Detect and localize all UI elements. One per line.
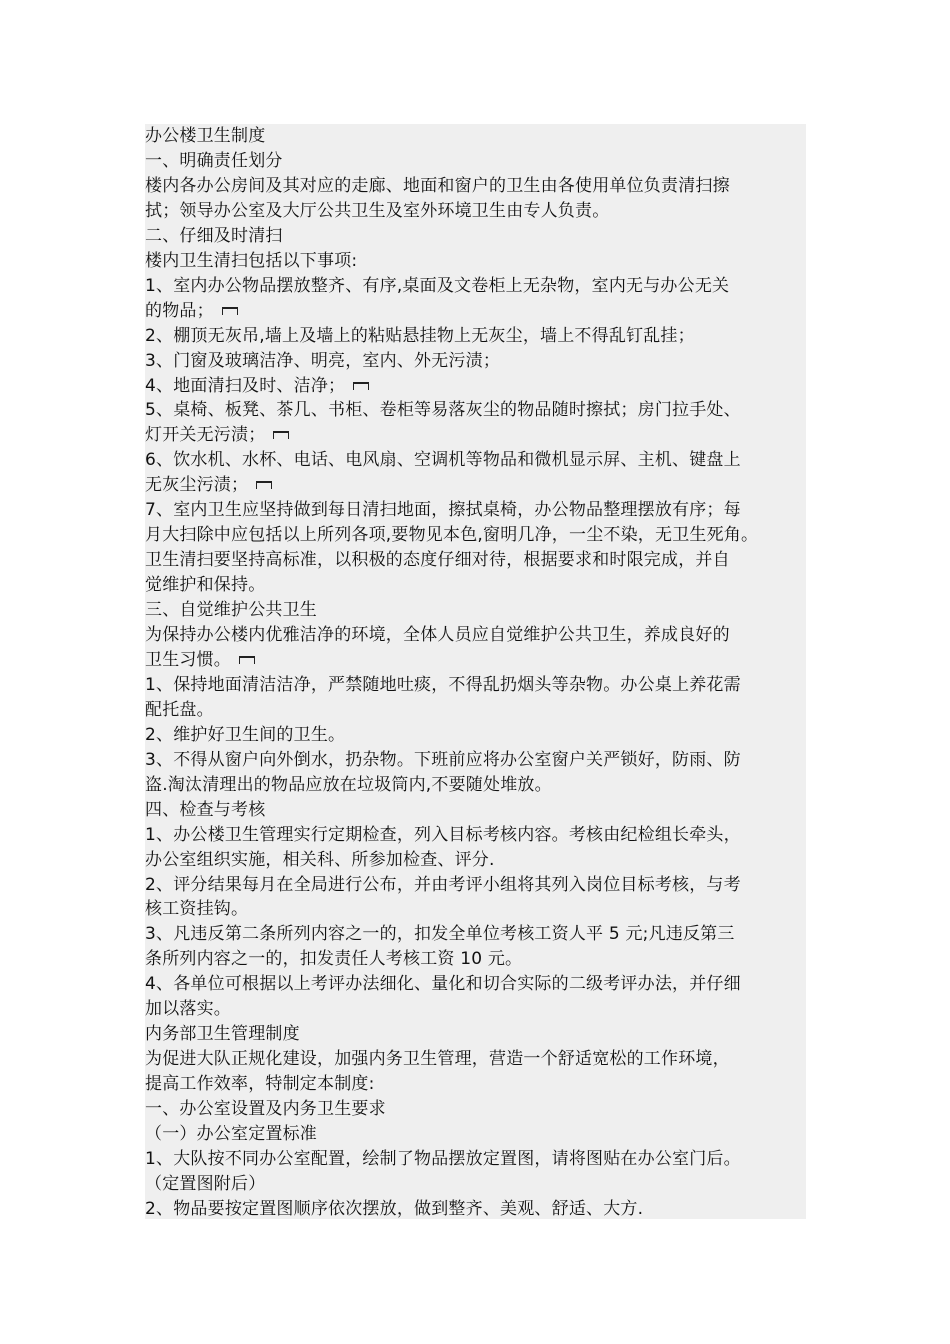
text-line	[145, 1122, 317, 1146]
line-text: 为促进大队正规化建设，加强内务卫生管理，营造一个舒适宽松的工作环境，	[145, 1049, 730, 1070]
bracket-mark-icon	[353, 382, 369, 390]
line-text: 办公楼卫生制度	[145, 126, 266, 146]
line-text: 月大扫除中应包括以上所列各项,要物见本色,窗明几净，一尘不染，无卫生死角。	[145, 525, 759, 546]
text-line	[145, 773, 552, 797]
line-text: 一、明确责任划分	[145, 150, 283, 171]
text-line	[145, 723, 345, 747]
text-line	[145, 598, 317, 622]
text-line	[145, 349, 500, 373]
line-text: 2、物品要按定置图顺序依次摆放，做到整齐、美观、舒适、大方.	[145, 1198, 644, 1219]
bracket-mark-icon	[256, 481, 272, 489]
line-text: 3、门窗及玻璃洁净、明亮，室内、外无污渍；	[145, 350, 501, 371]
line-text: 4、地面清扫及时、洁净；	[145, 375, 346, 396]
line-text: 2、评分结果每月在全局进行公布，并由考评小组将其列入岗位目标考核，与考	[145, 874, 741, 895]
text-line	[145, 798, 265, 822]
text-line	[145, 1072, 375, 1096]
line-text: 5、桌椅、板凳、茶几、书柜、卷柜等易落灰尘的物品随时擦拭；房门拉手处、	[145, 400, 741, 421]
text-line	[145, 374, 369, 398]
text-line	[145, 873, 741, 897]
line-text: 三、自觉维护公共卫生	[145, 600, 317, 621]
text-line	[145, 848, 495, 872]
text-line	[145, 174, 730, 198]
line-text: 卫生清扫要坚持高标准，以积极的态度仔细对待，根据要求和时限完成，并自	[145, 550, 730, 571]
line-text: 拭；领导办公室及大厅公共卫生及室外环境卫生由专人负责。	[145, 200, 610, 221]
text-line	[145, 423, 289, 447]
line-text: 的物品；	[145, 300, 214, 321]
text-line	[145, 648, 255, 672]
text-line	[145, 224, 283, 248]
text-line	[145, 1047, 730, 1071]
line-text: 核工资挂钩。	[145, 899, 249, 920]
text-line	[145, 997, 231, 1021]
text-line	[145, 1172, 265, 1196]
line-text: 内务部卫生管理制度	[145, 1024, 300, 1045]
line-text: 一、办公室设置及内务卫生要求	[145, 1099, 386, 1120]
text-line	[145, 623, 730, 647]
line-text: 灯开关无污渍；	[145, 425, 266, 446]
bracket-mark-icon	[239, 656, 255, 664]
text-line	[145, 548, 730, 572]
text-line	[145, 922, 735, 946]
text-line	[145, 274, 729, 298]
text-line	[145, 1097, 386, 1121]
line-text: 1、保持地面清洁洁净，严禁随地吐痰，不得乱扔烟头等杂物。办公桌上养花需	[145, 674, 741, 695]
line-text: 3、凡违反第二条所列内容之一的，扣发全单位考核工资人平 5 元;凡违反第三	[145, 924, 735, 945]
text-line	[145, 523, 758, 547]
text-line	[145, 149, 283, 173]
text-line	[145, 573, 265, 597]
text-line	[145, 748, 741, 772]
text-line	[145, 947, 522, 971]
line-text: （一）办公室定置标准	[145, 1124, 317, 1144]
line-text: 楼内各办公房间及其对应的走廊、地面和窗户的卫生由各使用单位负责清扫擦	[145, 175, 730, 196]
text-line	[145, 498, 741, 522]
line-text: 加以落实。	[145, 999, 231, 1020]
text-line	[145, 1147, 741, 1171]
line-text: 3、不得从窗户向外倒水，扔杂物。下班前应将办公室窗户关严锁好，防雨、防	[145, 749, 741, 770]
line-text: 1、大队按不同办公室配置，绘制了物品摆放定置图，请将图贴在办公室门后。	[145, 1148, 741, 1169]
text-line	[145, 972, 741, 996]
line-text: 7、室内卫生应坚持做到每日清扫地面，擦拭桌椅，办公物品整理摆放有序；每	[145, 500, 741, 521]
text-line	[145, 673, 741, 697]
line-text: 觉维护和保持。	[145, 575, 266, 596]
line-text: 配托盘。	[145, 699, 214, 720]
line-text: 1、办公楼卫生管理实行定期检查，列入目标考核内容。考核由纪检组长牵头，	[145, 824, 741, 845]
line-text: 2、棚顶无灰吊,墙上及墙上的粘贴悬挂物上无灰尘，墙上不得乱钉乱挂；	[145, 325, 695, 346]
line-text: 盗.淘汰清理出的物品应放在垃圾筒内,不要随处堆放。	[145, 774, 552, 795]
text-line	[145, 249, 357, 273]
bracket-mark-icon	[273, 431, 289, 439]
text-line	[145, 448, 741, 472]
line-text: 无灰尘污渍；	[145, 475, 249, 496]
text-line	[145, 897, 248, 921]
text-line	[145, 1022, 300, 1046]
text-line	[145, 398, 741, 422]
line-text: 卫生习惯。	[145, 649, 231, 670]
line-text: 办公室组织实施，相关科、所参加检查、评分.	[145, 849, 495, 870]
text-line	[145, 473, 272, 497]
line-text: 2、维护好卫生间的卫生。	[145, 724, 346, 745]
line-text: 二、仔细及时清扫	[145, 225, 283, 246]
text-line	[145, 1197, 643, 1221]
text-line	[145, 199, 609, 223]
text-line	[145, 324, 695, 348]
line-text: 6、饮水机、水杯、电话、电风扇、空调机等物品和微机显示屏、主机、键盘上	[145, 450, 741, 471]
line-text: 提高工作效率，特制定本制度:	[145, 1074, 375, 1095]
line-text: 1、室内办公物品摆放整齐、有序,桌面及文卷柜上无杂物，室内无与办公无关	[145, 275, 730, 296]
text-line	[145, 299, 238, 323]
line-text: 为保持办公楼内优雅洁净的环境，全体人员应自觉维护公共卫生，养成良好的	[145, 625, 730, 645]
line-text: 四、检查与考核	[145, 799, 266, 820]
text-line	[145, 698, 214, 722]
line-text: （定置图附后）	[145, 1173, 266, 1194]
text-line	[145, 823, 741, 847]
line-text: 楼内卫生清扫包括以下事项:	[145, 250, 358, 271]
line-text: 条所列内容之一的，扣发责任人考核工资 10 元。	[145, 949, 523, 970]
line-text: 4、各单位可根据以上考评办法细化、量化和切合实际的二级考评办法，并仔细	[145, 974, 741, 995]
bracket-mark-icon	[222, 307, 238, 315]
text-line	[145, 124, 265, 148]
